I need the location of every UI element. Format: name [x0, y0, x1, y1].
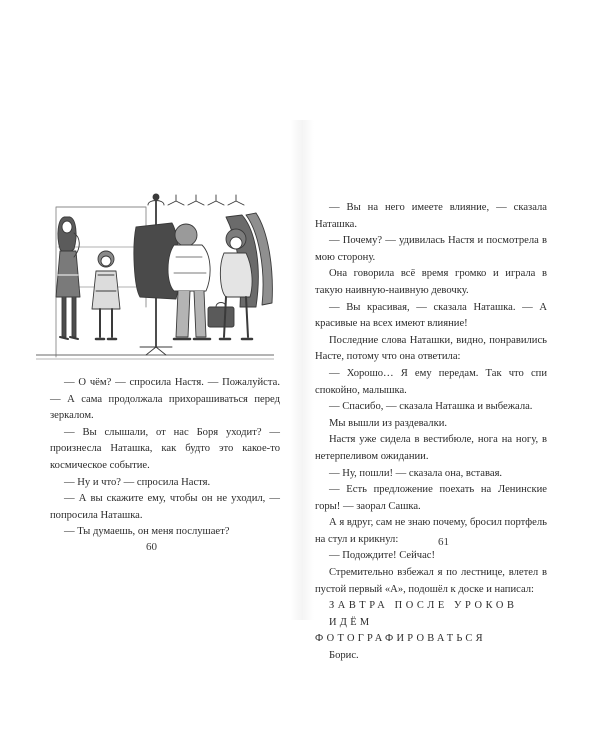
signature: Борис.: [329, 650, 359, 662]
paragraph: — Почему? — удивилась Настя и посмотрела в мою сторону.: [315, 235, 547, 263]
paragraph: Последние слова Наташки, видно, понравились Насте, потому что она ответила:: [315, 334, 547, 363]
right-page-text: [315, 200, 547, 665]
paragraph: — Ну, пошли! — сказала она, вставая.: [329, 467, 503, 479]
paragraph: — Спасибо, — сказала Наташка и выбежала.: [329, 401, 533, 413]
paragraph: Настя уже сидела в вестибюле, нога на ногу, в нетерпеливом ожидании.: [315, 434, 547, 462]
paragraph: — Хорошо… Я ему передам. Так что спи спокойно, малышка.: [315, 367, 547, 396]
paragraph: — Есть предложение поехать на Ленинские горы! — заорал Сашка.: [315, 484, 547, 512]
paragraph: Стремительно взбежал я по лестнице, влетел в пустой первый «А», подошёл к доске и написал:: [315, 567, 547, 595]
paragraph: — Подождите! Сейчас!: [329, 550, 436, 562]
page-number: 61: [438, 536, 449, 548]
paragraph: — А вы скажите ему, чтобы он не уходил, — попросила Наташка.: [50, 493, 280, 521]
paragraph: — Вы слышали, от нас Боря уходит? — произнесла Наташка, как будто это какое-то космическое событие.: [50, 426, 280, 471]
paragraph: — Вы красивая, — сказала Наташка. — А красивые на всех имеют влияние!: [315, 301, 547, 330]
board-message-line: ЗАВТРА ПОСЛЕ УРОКОВ: [329, 600, 518, 612]
paragraph: — Вы на него имеете влияние, — сказала Наташка.: [315, 202, 547, 230]
board-message-line: ИДЁМ ФОТОГРАФИРОВАТЬСЯ: [315, 616, 486, 645]
paragraph: Мы вышли из раздевалки.: [329, 417, 448, 429]
paragraph: — Ну и что? — спросила Настя.: [64, 476, 211, 488]
paragraph: А я вдруг, сам не знаю почему, бросил портфель на стул и крикнул:: [315, 517, 547, 545]
paragraph: — Ты думаешь, он меня послушает?: [64, 526, 230, 538]
paragraph: — О чём? — спросила Настя. — Пожалуйста. — А сама продолжала прихорашиваться перед зеркалом.: [50, 377, 280, 422]
paragraph: Она говорила всё время громко и играла в такую наивную-наивную девочку.: [315, 268, 547, 296]
page-number: 60: [146, 541, 157, 553]
right-page: [300, 0, 600, 750]
children-at-coat-rack-illustration: [36, 187, 274, 365]
left-page-text: [50, 375, 280, 541]
